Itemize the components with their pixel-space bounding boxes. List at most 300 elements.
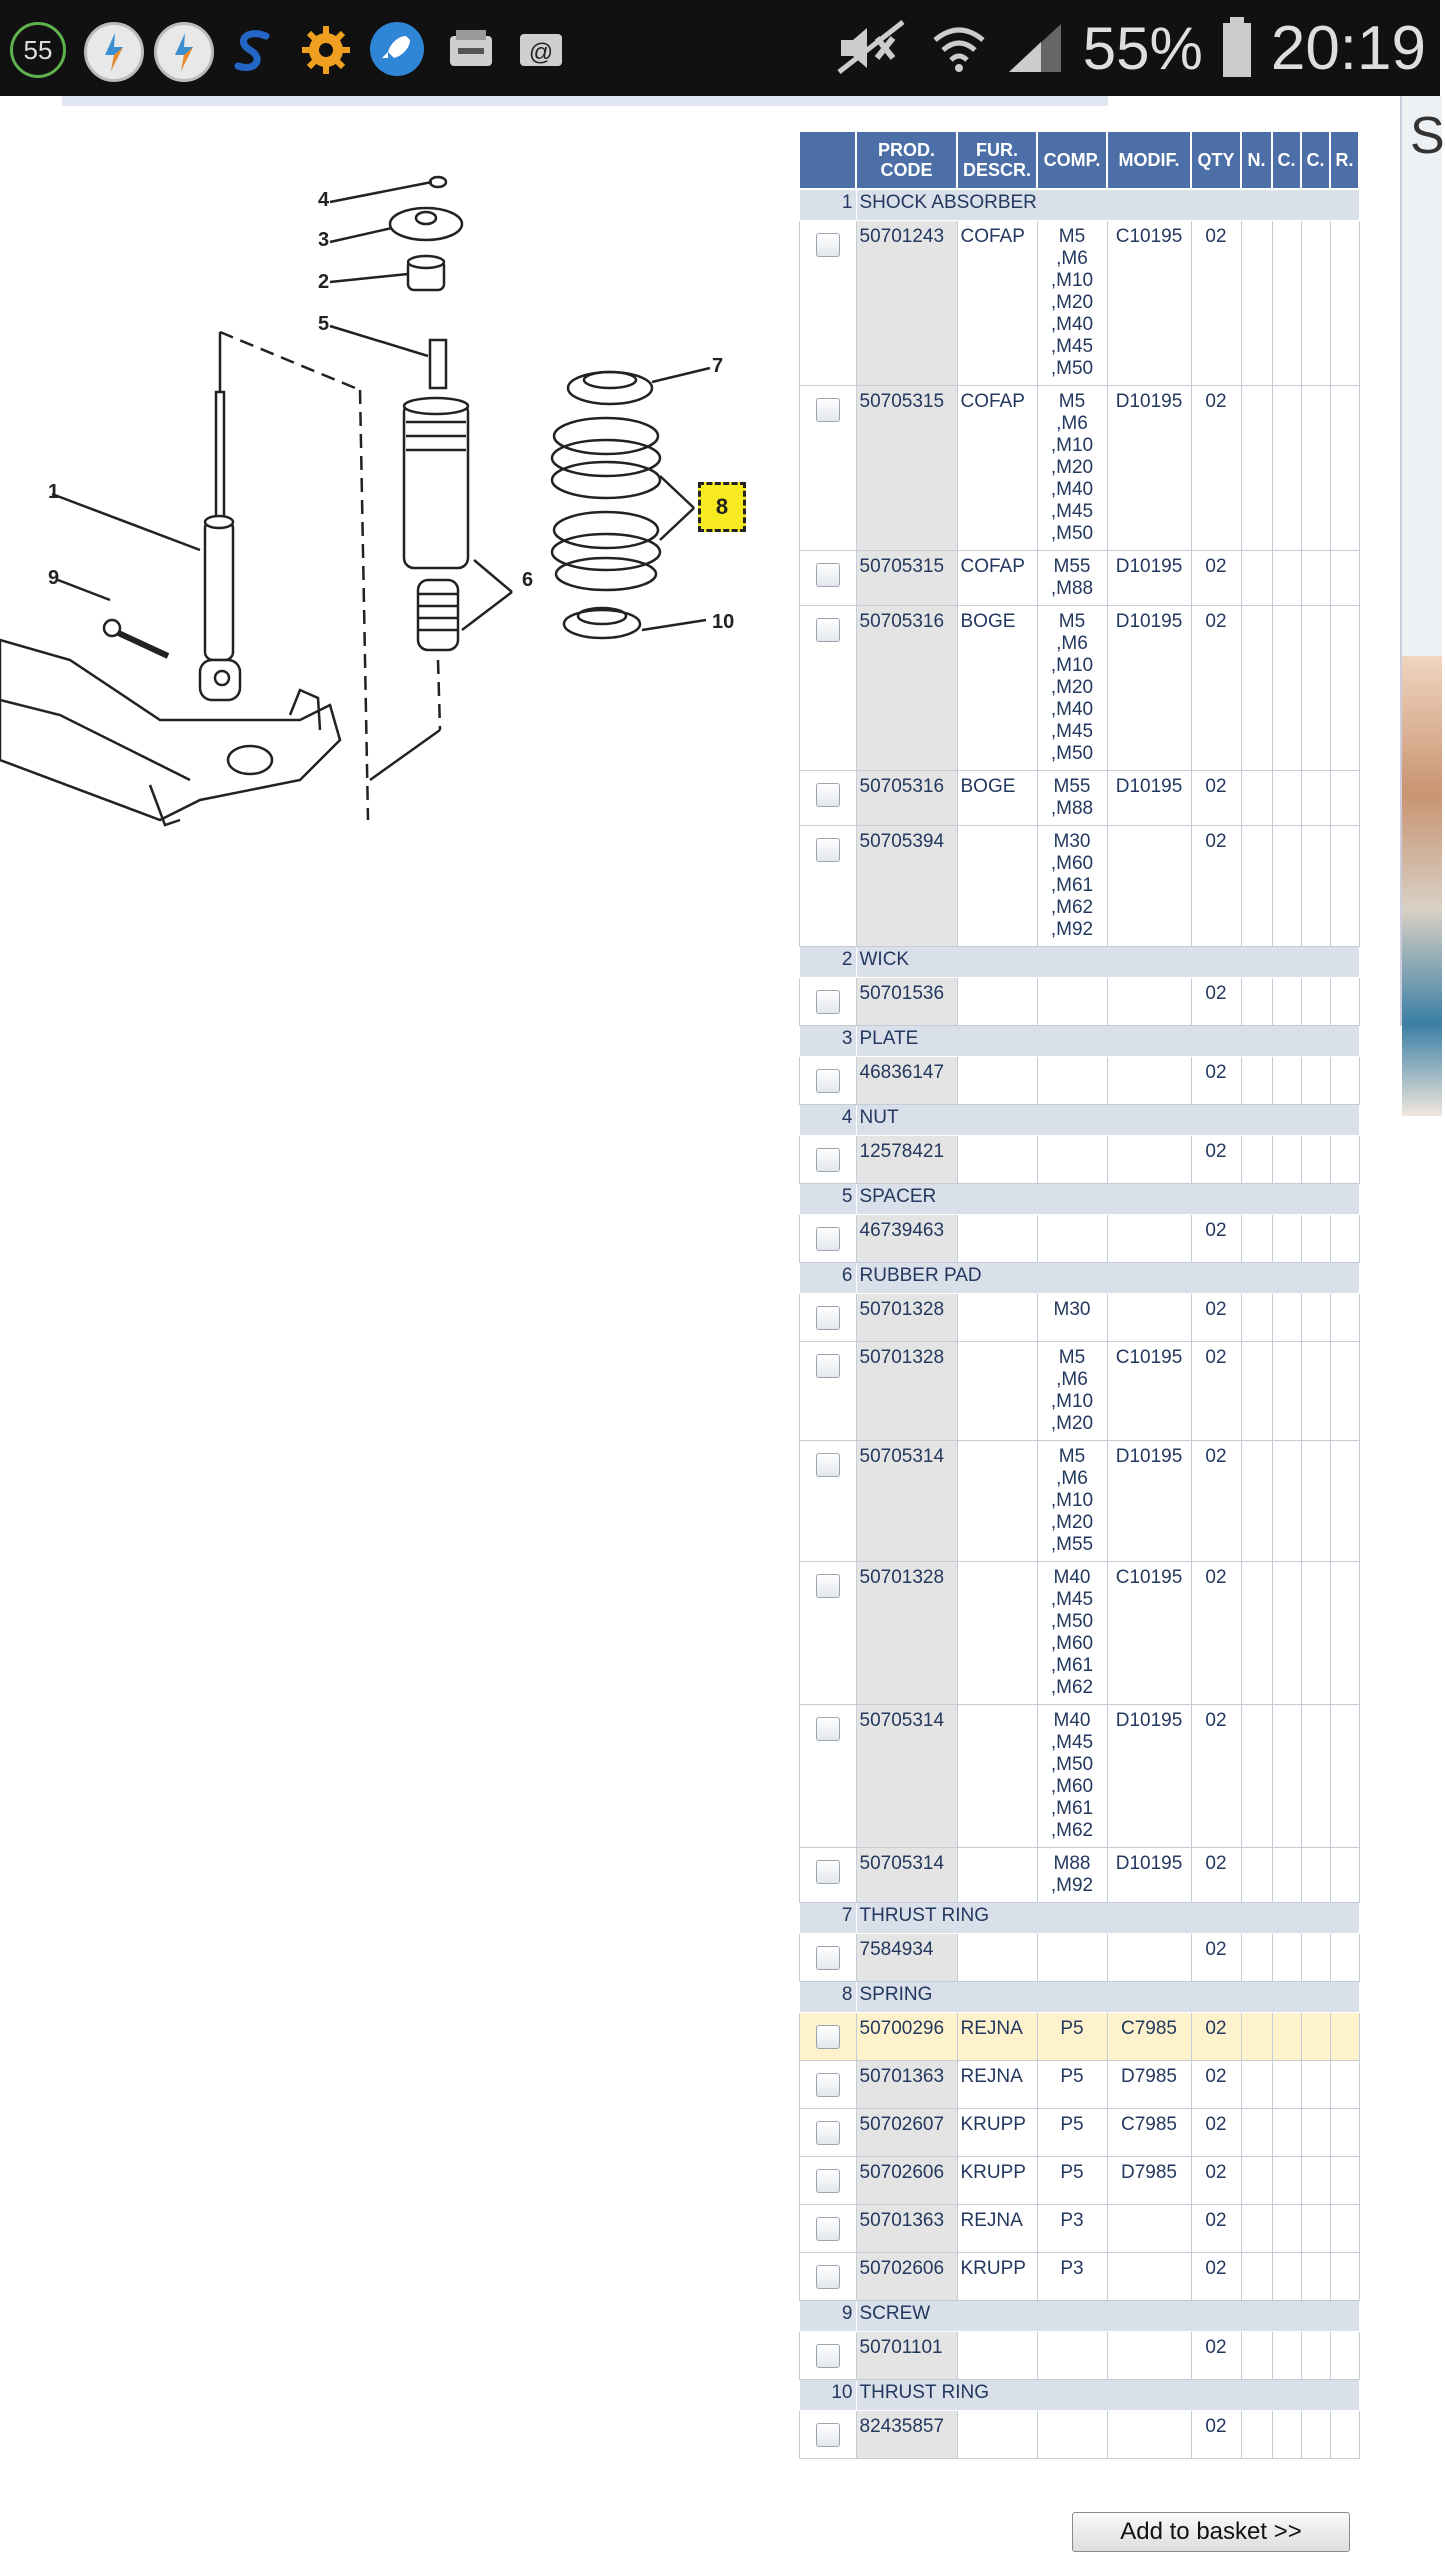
r-cell [1330,551,1359,606]
section-number: 6 [799,1263,856,1294]
header-r[interactable]: R. [1330,131,1359,189]
comp-cell: M5 ,M6 ,M10 ,M20 ,M40 ,M45 ,M50 [1037,221,1107,386]
header-c1[interactable]: C. [1272,131,1301,189]
header-comp[interactable]: COMP. [1037,131,1107,189]
r-cell [1330,1441,1359,1562]
qty-cell: 02 [1191,1057,1241,1105]
section-number: 2 [799,947,856,978]
r-cell [1330,221,1359,386]
status-bar [0,0,1440,96]
select-checkbox[interactable] [816,838,840,862]
email-icon [514,22,568,76]
part-row [799,2411,1359,2459]
r-cell [1330,2332,1359,2380]
c2-cell [1301,221,1330,386]
callout-8-highlight[interactable] [698,482,746,532]
qty-cell: 02 [1191,1294,1241,1342]
n-cell [1241,771,1272,826]
select-cell [799,2253,856,2301]
r-cell [1330,771,1359,826]
c1-cell [1272,2109,1301,2157]
select-checkbox[interactable] [816,2121,840,2145]
parts-table [798,130,1360,2459]
select-checkbox[interactable] [816,618,840,642]
prod-code-cell: 50705314 [856,1441,957,1562]
notification-badge-icon: 55 [10,22,66,78]
fur-descr-cell [957,1057,1037,1105]
select-checkbox[interactable] [816,2423,840,2447]
section-row [799,189,1359,221]
qty-cell: 02 [1191,1934,1241,1982]
part-row [799,1848,1359,1903]
battery-icon [1221,17,1253,79]
comp-cell: M40 ,M45 ,M50 ,M60 ,M61 ,M62 [1037,1562,1107,1705]
prod-code-cell: 50701363 [856,2205,957,2253]
r-cell [1330,1934,1359,1982]
fur-descr-cell: COFAP [957,551,1037,606]
section-row [799,2380,1359,2411]
n-cell [1241,1562,1272,1705]
header-modif[interactable]: MODIF. [1107,131,1191,189]
n-cell [1241,2411,1272,2459]
select-checkbox[interactable] [816,990,840,1014]
section-name: THRUST RING [856,1903,1359,1934]
modif-cell [1107,978,1191,1026]
select-cell [799,1934,856,1982]
n-cell [1241,978,1272,1026]
part-row [799,1294,1359,1342]
fur-descr-cell [957,1848,1037,1903]
section-name: WICK [856,947,1359,978]
section-name: SPRING [856,1982,1359,2013]
select-cell [799,1441,856,1562]
callout-4: 4 [318,189,330,211]
c1-cell [1272,551,1301,606]
select-checkbox[interactable] [816,1227,840,1251]
qty-cell: 02 [1191,1342,1241,1441]
prod-code-cell: 50705315 [856,386,957,551]
app-icon-2 [154,22,214,82]
part-row [799,551,1359,606]
qty-cell: 02 [1191,1441,1241,1562]
part-row [799,2061,1359,2109]
comp-cell [1037,978,1107,1026]
select-cell [799,1136,856,1184]
comp-cell: M30 [1037,1294,1107,1342]
select-cell [799,1848,856,1903]
c2-cell [1301,978,1330,1026]
select-cell [799,1294,856,1342]
part-row [799,606,1359,771]
n-cell [1241,1934,1272,1982]
select-cell [799,2061,856,2109]
fur-descr-cell [957,978,1037,1026]
part-row [799,978,1359,1026]
callout-6: 6 [522,569,534,591]
n-cell [1241,1342,1272,1441]
r-cell [1330,1136,1359,1184]
fur-descr-cell: REJNA [957,2205,1037,2253]
part-row [799,1342,1359,1441]
c2-cell [1301,2061,1330,2109]
header-c2[interactable]: C. [1301,131,1330,189]
c2-cell [1301,2411,1330,2459]
comp-cell [1037,2411,1107,2459]
section-row [799,2301,1359,2332]
part-row [799,2253,1359,2301]
c1-cell [1272,2013,1301,2061]
app-icon-1 [84,22,144,82]
section-number: 1 [799,189,856,221]
fur-descr-cell: KRUPP [957,2157,1037,2205]
select-checkbox[interactable] [816,398,840,422]
section-row [799,1903,1359,1934]
r-cell [1330,1215,1359,1263]
n-cell [1241,1848,1272,1903]
modif-cell: D10195 [1107,771,1191,826]
select-cell [799,2013,856,2061]
c1-cell [1272,1562,1301,1705]
prod-code-cell: 12578421 [856,1136,957,1184]
select-checkbox[interactable] [816,233,840,257]
r-cell [1330,2157,1359,2205]
c2-cell [1301,826,1330,947]
partial-header-strip [62,96,1108,106]
section-number: 3 [799,1026,856,1057]
r-cell [1330,978,1359,1026]
part-row [799,826,1359,947]
n-cell [1241,2253,1272,2301]
section-row [799,1184,1359,1215]
prod-code-cell: 50701328 [856,1294,957,1342]
fur-descr-cell [957,2332,1037,2380]
prod-code-cell: 82435857 [856,2411,957,2459]
callout-7: 7 [712,355,724,377]
prod-code-cell: 50701328 [856,1562,957,1705]
select-checkbox[interactable] [816,1306,840,1330]
fur-descr-cell: REJNA [957,2013,1037,2061]
section-row [799,1105,1359,1136]
section-name: RUBBER PAD [856,1263,1359,1294]
r-cell [1330,1057,1359,1105]
prod-code-cell: 50702606 [856,2157,957,2205]
comp-cell: P5 [1037,2109,1107,2157]
c1-cell [1272,1705,1301,1848]
comp-cell [1037,1057,1107,1105]
prod-code-cell: 46836147 [856,1057,957,1105]
c2-cell [1301,2205,1330,2253]
select-checkbox[interactable] [816,2073,840,2097]
select-cell [799,2157,856,2205]
select-cell [799,386,856,551]
comp-cell: P5 [1037,2061,1107,2109]
part-row [799,1562,1359,1705]
part-row [799,1057,1359,1105]
c1-cell [1272,386,1301,551]
select-checkbox[interactable] [816,1148,840,1172]
svg-text:@: @ [528,39,554,66]
select-cell [799,606,856,771]
ad-text: S [1410,107,1445,165]
modif-cell: C10195 [1107,1562,1191,1705]
select-cell [799,1705,856,1848]
c1-cell [1272,1136,1301,1184]
select-checkbox[interactable] [816,1069,840,1093]
comp-cell: P5 [1037,2157,1107,2205]
n-cell [1241,1705,1272,1848]
c1-cell [1272,771,1301,826]
select-checkbox[interactable] [816,783,840,807]
select-checkbox[interactable] [816,1946,840,1970]
select-cell [799,2205,856,2253]
mute-icon [833,18,913,78]
fur-descr-cell: BOGE [957,606,1037,771]
n-cell [1241,221,1272,386]
section-name: NUT [856,1105,1359,1136]
status-right-group [833,0,1426,96]
section-number: 5 [799,1184,856,1215]
section-row [799,947,1359,978]
comp-cell [1037,1136,1107,1184]
c1-cell [1272,606,1301,771]
select-cell [799,978,856,1026]
c2-cell [1301,606,1330,771]
n-cell [1241,1215,1272,1263]
c1-cell [1272,2253,1301,2301]
c2-cell [1301,1848,1330,1903]
select-checkbox[interactable] [816,1717,840,1741]
callout-8: 8 [715,494,729,519]
c2-cell [1301,2013,1330,2061]
section-number: 7 [799,1903,856,1934]
n-cell [1241,1136,1272,1184]
fur-descr-cell [957,1705,1037,1848]
c2-cell [1301,1934,1330,1982]
prod-code-cell: 50700296 [856,2013,957,2061]
modif-cell: D10195 [1107,1441,1191,1562]
qty-cell: 02 [1191,1215,1241,1263]
r-cell [1330,386,1359,551]
modif-cell [1107,2332,1191,2380]
fur-descr-cell: REJNA [957,2061,1037,2109]
fur-descr-cell [957,1934,1037,1982]
callout-1: 1 [48,481,60,503]
prod-code-cell: 50705394 [856,826,957,947]
part-row [799,2109,1359,2157]
c2-cell [1301,2157,1330,2205]
section-row [799,1263,1359,1294]
select-cell [799,221,856,386]
select-cell [799,1562,856,1705]
select-cell [799,771,856,826]
part-row [799,771,1359,826]
prod-code-cell: 7584934 [856,1934,957,1982]
modif-cell: D7985 [1107,2061,1191,2109]
prod-code-cell: 50701101 [856,2332,957,2380]
header-n[interactable]: N. [1241,131,1272,189]
callout-2: 2 [318,271,330,293]
section-name: PLATE [856,1026,1359,1057]
comp-cell [1037,2332,1107,2380]
part-row [799,386,1359,551]
comp-cell [1037,1934,1107,1982]
modif-cell: C7985 [1107,2109,1191,2157]
qty-cell: 02 [1191,2332,1241,2380]
prod-code-cell: 50705314 [856,1848,957,1903]
section-name: SPACER [856,1184,1359,1215]
signal-icon [1005,20,1065,76]
prod-code-cell: 50701243 [856,221,957,386]
select-checkbox[interactable] [816,2344,840,2368]
r-cell [1330,606,1359,771]
prod-code-cell: 50705316 [856,771,957,826]
qty-cell: 02 [1191,606,1241,771]
select-cell [799,2411,856,2459]
select-cell [799,2332,856,2380]
part-row [799,1136,1359,1184]
select-cell [799,1057,856,1105]
c2-cell [1301,2253,1330,2301]
c1-cell [1272,1848,1301,1903]
qty-cell: 02 [1191,826,1241,947]
r-cell [1330,2253,1359,2301]
qty-cell: 02 [1191,1136,1241,1184]
fur-descr-cell [957,1342,1037,1441]
part-row [799,1934,1359,1982]
n-cell [1241,2157,1272,2205]
section-row [799,1026,1359,1057]
n-cell [1241,551,1272,606]
fur-descr-cell: BOGE [957,771,1037,826]
section-name: SHOCK ABSORBER [856,189,1359,221]
qty-cell: 02 [1191,1562,1241,1705]
c2-cell [1301,1441,1330,1562]
add-to-basket-button[interactable]: Add to basket >> [1072,2512,1350,2552]
part-row [799,1441,1359,1562]
modif-cell [1107,1934,1191,1982]
prod-code-cell: 50701536 [856,978,957,1026]
n-cell [1241,2332,1272,2380]
qty-cell: 02 [1191,2109,1241,2157]
select-checkbox[interactable] [816,2265,840,2289]
r-cell [1330,1848,1359,1903]
modif-cell [1107,2411,1191,2459]
n-cell [1241,2109,1272,2157]
select-checkbox[interactable] [816,2217,840,2241]
header-select [799,131,856,189]
c1-cell [1272,1342,1301,1441]
comp-cell [1037,1215,1107,1263]
part-row [799,1705,1359,1848]
section-number: 8 [799,1982,856,2013]
qty-cell: 02 [1191,2157,1241,2205]
n-cell [1241,606,1272,771]
r-cell [1330,2411,1359,2459]
prod-code-cell: 46739463 [856,1215,957,1263]
select-cell [799,826,856,947]
r-cell [1330,2205,1359,2253]
ad-image [1402,656,1442,1116]
c2-cell [1301,1705,1330,1848]
select-checkbox[interactable] [816,1354,840,1378]
c2-cell [1301,1215,1330,1263]
select-checkbox[interactable] [816,2025,840,2049]
fur-descr-cell [957,1215,1037,1263]
callout-9: 9 [48,567,60,589]
part-row [799,221,1359,386]
parts-table-body [799,189,1359,2459]
select-checkbox[interactable] [816,563,840,587]
c1-cell [1272,978,1301,1026]
select-checkbox[interactable] [816,2169,840,2193]
c1-cell [1272,221,1301,386]
modif-cell [1107,1215,1191,1263]
table-header-row [799,131,1359,189]
comp-cell: P3 [1037,2205,1107,2253]
section-name: THRUST RING [856,2380,1359,2411]
qty-cell: 02 [1191,1705,1241,1848]
section-row [799,1982,1359,2013]
comp-cell: M5 ,M6 ,M10 ,M20 ,M40 ,M45 ,M50 [1037,386,1107,551]
part-row [799,2332,1359,2380]
exploded-parts-diagram [0,160,740,840]
c1-cell [1272,1441,1301,1562]
fur-descr-cell: COFAP [957,386,1037,551]
r-cell [1330,2013,1359,2061]
modif-cell: D10195 [1107,386,1191,551]
modif-cell: D7985 [1107,2157,1191,2205]
n-cell [1241,1057,1272,1105]
s-logo-icon [226,22,280,76]
c1-cell [1272,826,1301,947]
c1-cell [1272,2332,1301,2380]
qty-cell: 02 [1191,2061,1241,2109]
comp-cell: P5 [1037,2013,1107,2061]
battery-percent: 55% [1082,14,1203,82]
c2-cell [1301,771,1330,826]
side-advertisement[interactable] [1400,96,1445,1026]
qty-cell: 02 [1191,386,1241,551]
fur-descr-cell [957,2411,1037,2459]
modif-cell: C10195 [1107,221,1191,386]
modif-cell: C7985 [1107,2013,1191,2061]
wifi-icon [931,20,987,76]
fur-descr-cell: COFAP [957,221,1037,386]
header-fur-descr[interactable]: FUR. DESCR. [957,131,1037,189]
comp-cell: M30 ,M60 ,M61 ,M62 ,M92 [1037,826,1107,947]
r-cell [1330,1294,1359,1342]
c1-cell [1272,2157,1301,2205]
qty-cell: 02 [1191,2205,1241,2253]
n-cell [1241,826,1272,947]
prod-code-cell: 50705316 [856,606,957,771]
select-checkbox[interactable] [816,1453,840,1477]
n-cell [1241,1441,1272,1562]
r-cell [1330,2061,1359,2109]
qty-cell: 02 [1191,2013,1241,2061]
comp-cell: M55 ,M88 [1037,771,1107,826]
modif-cell: D10195 [1107,1848,1191,1903]
comp-cell: M40 ,M45 ,M50 ,M60 ,M61 ,M62 [1037,1705,1107,1848]
header-qty[interactable]: QTY [1191,131,1241,189]
select-checkbox[interactable] [816,1860,840,1884]
select-checkbox[interactable] [816,1574,840,1598]
prod-code-cell: 50702607 [856,2109,957,2157]
c2-cell [1301,2109,1330,2157]
r-cell [1330,1342,1359,1441]
part-row [799,2205,1359,2253]
header-prod-code[interactable]: PROD. CODE [856,131,957,189]
